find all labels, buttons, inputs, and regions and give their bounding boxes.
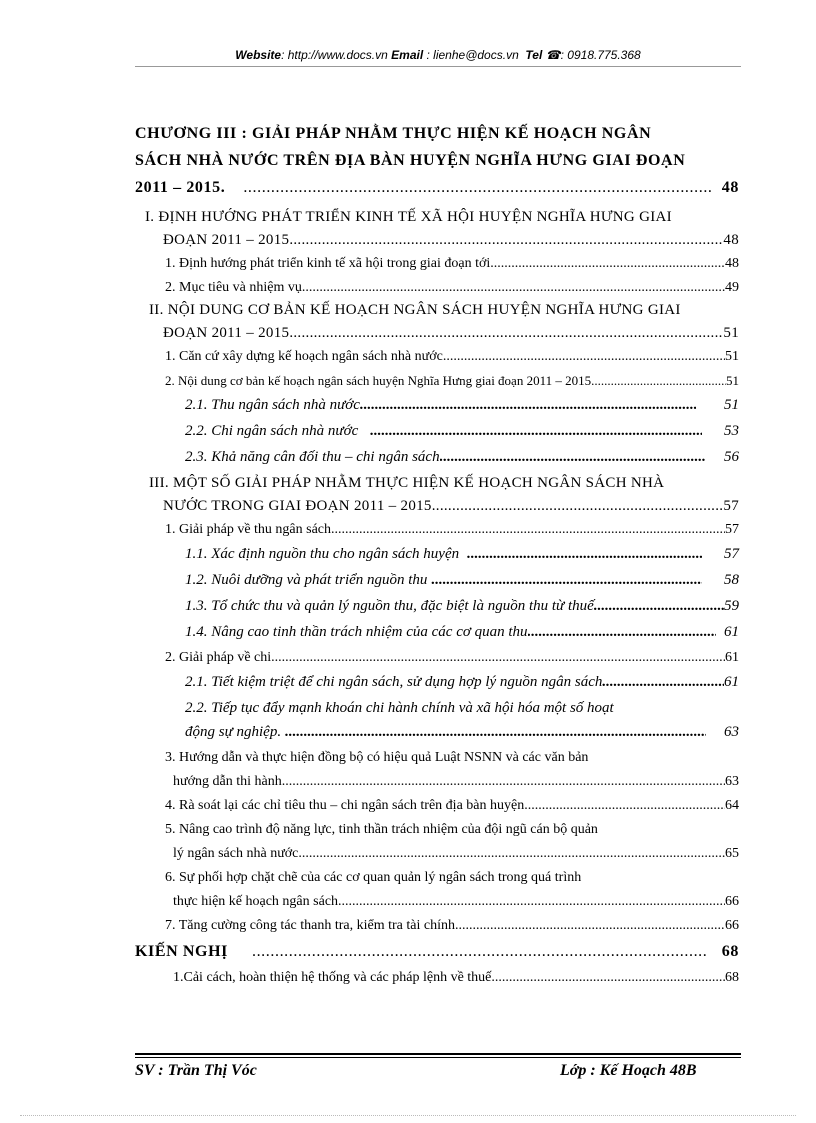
toc-item-2-2-3[interactable]: 2.3. Khả năng cân đối thu – chi ngân sách ..... 56 [185, 449, 739, 466]
toc-section-1-line1: I. ĐỊNH HƯỚNG PHÁT TRIỂN KINH TẾ XÃ HỘI HUYỆN NGHĨA HƯNG GIAI [145, 209, 672, 225]
toc-section-2[interactable]: ĐOẠN 2011 – 2015. ..... 51 [163, 325, 739, 342]
toc-item-3-1-1[interactable]: 1.1. Xác định nguồn thu cho ngân sách huyện ..... 57 [185, 546, 739, 563]
page-bottom-border [20, 1115, 796, 1116]
toc-item-1-1[interactable]: 1. Định hướng phát triển kinh tế xã hội trong giai đoạn tới. ..... 48 [165, 256, 739, 272]
toc-item-2-2-1[interactable]: 2.1. Thu ngân sách nhà nước ..... 51 [185, 397, 739, 414]
toc-item-3-1-3[interactable]: 1.3. Tổ chức thu và quản lý nguồn thu, đặc biệt là nguồn thu từ thuế ..... 59 [185, 598, 739, 615]
toc-item-3-5[interactable]: lý ngân sách nhà nước. ..... 65 [173, 846, 739, 862]
footer-divider-thin [135, 1057, 741, 1058]
toc-item-3-2-2-line1: 2.2. Tiếp tục đẩy mạnh khoán chi hành chính và xã hội hóa một số hoạt [185, 700, 614, 716]
toc-item-2-1[interactable]: 1. Căn cứ xây dựng kế hoạch ngân sách nhà nước ..... 51 [165, 349, 739, 365]
toc-chapter-entry[interactable]: 2011 – 2015. ..... 48 [135, 179, 739, 197]
toc-item-3-2[interactable]: 2. Giải pháp về chi ..... 61 [165, 650, 739, 666]
email-label: Email [391, 48, 424, 62]
footer-class: Lớp : Kế Hoạch 48B [560, 1062, 697, 1079]
phone-icon: ☎ [545, 48, 561, 62]
toc-section-3[interactable]: NƯỚC TRONG GIAI ĐOẠN 2011 – 2015. ..... 57 [163, 498, 739, 515]
tel-value: : 0918.775.368 [560, 48, 641, 62]
toc-section-3-line1: III. MỘT SỐ GIẢI PHÁP NHẰM THỰC HIỆN KẾ HOẠCH NGÂN SÁCH NHÀ [149, 475, 665, 491]
toc-item-2-2-2[interactable]: 2.2. Chi ngân sách nhà nước ..... 53 [185, 423, 739, 440]
toc-item-3-2-2[interactable]: động sự nghiệp. ..... 63 [185, 724, 739, 741]
toc-item-3-7[interactable]: 7. Tăng cường công tác thanh tra, kiểm tra tài chính ..... 66 [165, 918, 739, 934]
toc-item-3-1-2[interactable]: 1.2. Nuôi dưỡng và phát triển nguồn thu ..... 58 [185, 572, 739, 589]
toc-item-3-4[interactable]: 4. Rà soát lại các chỉ tiêu thu – chi ngân sách trên địa bàn huyện ..... 64 [165, 798, 739, 814]
toc-chapter-line1: CHƯƠNG III : GIẢI PHÁP NHẰM THỰC HIỆN KẾ HOẠCH NGÂN [135, 125, 652, 142]
toc-item-3-3-line1: 3. Hướng dẫn và thực hiện đồng bộ có hiệu quả Luật NSNN và các văn bản [165, 750, 589, 765]
footer-divider [135, 1053, 741, 1055]
toc-recommendations[interactable]: KIẾN NGHỊ ..... 68 [135, 943, 739, 961]
website-label: Website [235, 48, 282, 62]
website-value[interactable]: : http://www.docs.vn [281, 48, 388, 62]
tel-label: Tel [525, 48, 543, 62]
toc-item-2-2[interactable]: 2. Nội dung cơ bản kế hoạch ngân sách huyện Nghĩa Hưng giai đoạn 2011 – 2015. ..... 51 [165, 373, 739, 389]
toc-item-1-2[interactable]: 2. Mục tiêu và nhiệm vụ ..... 49 [165, 280, 739, 296]
toc-item-3-1[interactable]: 1. Giải pháp về thu ngân sách ..... 57 [165, 522, 739, 538]
toc-chapter-line2: SÁCH NHÀ NƯỚC TRÊN ĐỊA BÀN HUYỆN NGHĨA HƯNG GIAI ĐOẠN [135, 152, 686, 169]
toc-item-3-2-1[interactable]: 2.1. Tiết kiệm triệt để chi ngân sách, sử dụng hợp lý nguồn ngân sách ..... 61 [185, 674, 739, 691]
toc-item-3-3[interactable]: hướng dẫn thi hành. ..... 63 [173, 774, 739, 790]
toc-item-kn-1[interactable]: 1.Cải cách, hoàn thiện hệ thống và các pháp lệnh về thuế ..... 68 [173, 970, 739, 986]
footer-student: SV : Trần Thị Vóc [135, 1062, 257, 1079]
toc-section-2-line1: II. NỘI DUNG CƠ BẢN KẾ HOẠCH NGÂN SÁCH HUYỆN NGHĨA HƯNG GIAI [149, 302, 681, 318]
header-divider [135, 66, 741, 67]
toc-item-3-5-line1: 5. Nâng cao trình độ năng lực, tinh thần trách nhiệm của đội ngũ cán bộ quản [165, 822, 598, 837]
toc-item-3-1-4[interactable]: 1.4. Nâng cao tinh thần trách nhiệm của các cơ quan thu ..... 61 [185, 624, 739, 641]
toc-item-3-6[interactable]: thực hiện kế hoạch ngân sách. ..... 66 [173, 894, 739, 910]
email-value[interactable]: : lienhe@docs.vn [423, 48, 519, 62]
toc-item-3-6-line1: 6. Sự phối hợp chặt chẽ của các cơ quan quản lý ngân sách trong quá trình [165, 870, 582, 885]
toc-section-1[interactable]: ĐOẠN 2011 – 2015 ..... 48 [163, 232, 739, 249]
page-header [135, 48, 741, 62]
